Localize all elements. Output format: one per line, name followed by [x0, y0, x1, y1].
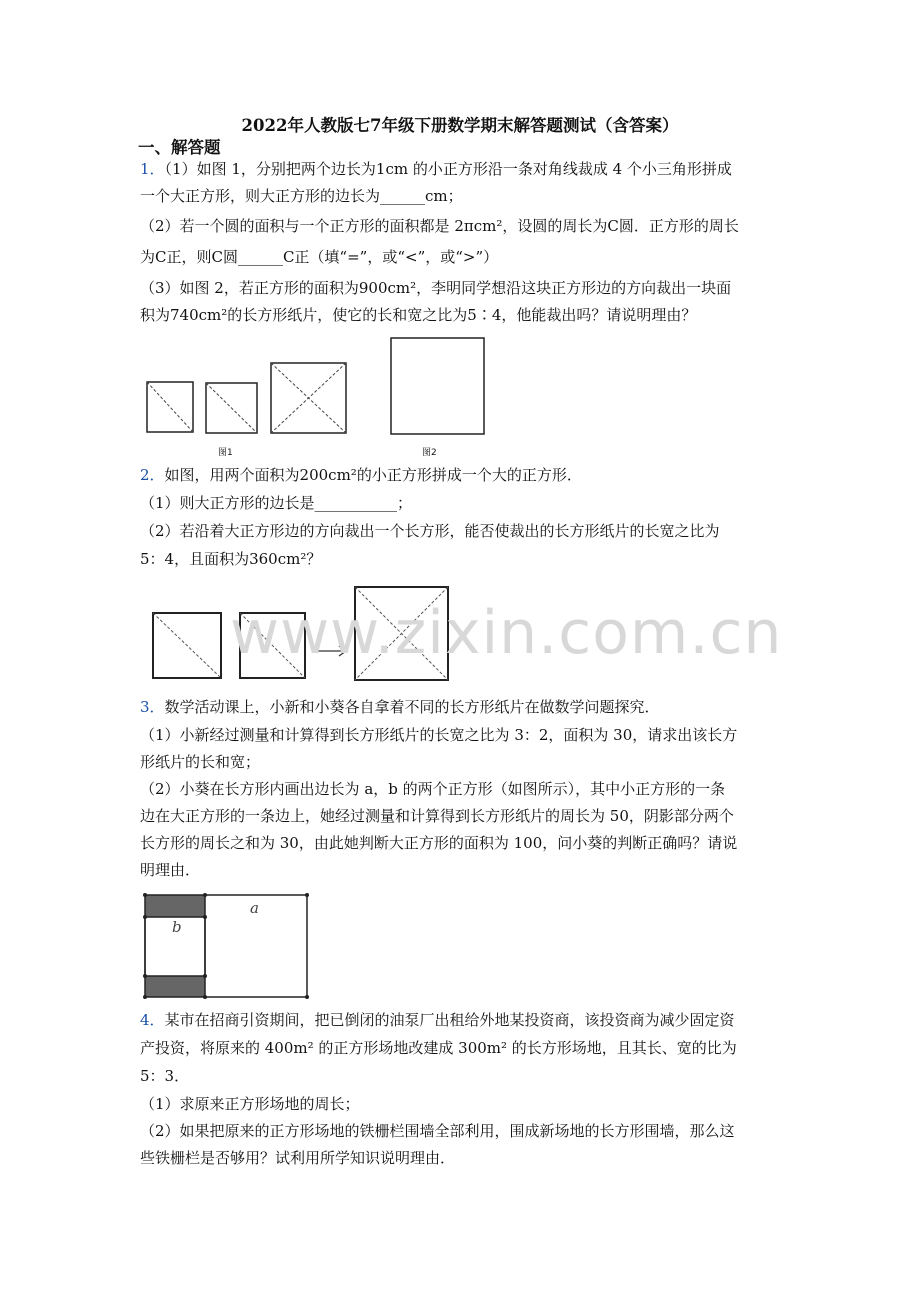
- q3-line-2: （1）小新经过测量和计算得到长方形纸片的长宽之比为 3：2，面积为 30，请求出该长方: [140, 726, 738, 744]
- q3-line-3: 形纸片的长和宽；: [140, 753, 261, 771]
- q2-line-2: （1）则大正方形的边长是___________；: [140, 494, 413, 512]
- q1-line-3: （2）若一个圆的面积与一个正方形的面积都是 2πcm²，设圆的周长为C圆．正方形的周长: [140, 217, 739, 235]
- q3-line-1: 3．数学活动课上，小新和小葵各自拿着不同的长方形纸片在做数学问题探究．: [140, 698, 660, 716]
- q3-line-4: （2）小葵在长方形内画出边长为 a，b 的两个正方形（如图所示），其中小正方形的一条: [140, 780, 726, 798]
- page-title: 2022年人教版七7年级下册数学期末解答题测试（含答案）: [241, 116, 679, 135]
- q4-line-3: 5：3．: [140, 1067, 190, 1085]
- q4-line-5: （2）如果把原来的正方形场地的铁栅栏围墙全部利用，围成新场地的长方形围墙，那么这: [140, 1122, 735, 1140]
- q4-line-6: 些铁栅栏是否够用？试利用所学知识说明理由．: [140, 1149, 456, 1167]
- watermark: www.zixin.com.cn: [230, 598, 783, 668]
- q1-line-1: 1．（1）如图 1，分别把两个边长为1cm 的小正方形沿一条对角线裁成 4 个小三角形拼成: [140, 160, 732, 178]
- q4-line-4: （1）求原来正方形场地的周长；: [140, 1095, 360, 1113]
- shaded-rect-bottom: [145, 976, 205, 997]
- q4-line-1: 4．某市在招商引资期间，把已倒闭的油泵厂出租给外地某投资商，该投资商为减少固定资: [140, 1011, 735, 1029]
- q1-line-6: 积为740cm²的长方形纸片，使它的长和宽之比为5∶4，他能裁出吗？请说明理由？: [140, 306, 697, 324]
- q3-number: 3．: [140, 698, 165, 716]
- q1-line-4: 为C正，则C圆______C正（填“=”，或“<”，或“>”）: [140, 248, 499, 266]
- q1-line-5: （3）如图 2，若正方形的面积为900cm²，李明同学想沿这块正方形边的方向裁出一块面: [140, 279, 732, 297]
- fig2-label: 图2: [422, 448, 437, 458]
- section-heading: 一、解答题: [138, 138, 221, 157]
- label-b: b: [172, 918, 182, 936]
- fig1-label: 图1: [218, 448, 233, 458]
- q2-line-4: 5：4，且面积为360cm²？: [140, 550, 322, 568]
- label-a: a: [250, 899, 259, 917]
- q1-line-2: 一个大正方形，则大正方形的边长为______cm；: [140, 187, 463, 205]
- q2-line-3: （2）若沿着大正方形边的方向裁出一个长方形，能否使裁出的长方形纸片的长宽之比为: [140, 522, 720, 540]
- q3-line-6: 长方形的周长之和为 30，由此她判断大正方形的面积为 100，问小葵的判断正确吗？请说: [140, 834, 738, 852]
- q3-line-5: 边在大正方形的一条边上，她经过测量和计算得到长方形纸片的周长为 50，阴影部分两个: [140, 807, 734, 825]
- q2-number: 2．: [140, 466, 165, 484]
- fig2-square: [391, 338, 484, 434]
- q4-line-2: 产投资，将原来的 400m² 的正方形场地改建成 300m² 的长方形场地，且其长、宽的比为: [140, 1039, 737, 1057]
- q3-figure: [140, 888, 320, 1003]
- q1-figure: [140, 330, 500, 460]
- q4-number: 4．: [140, 1011, 165, 1029]
- shaded-rect-top: [145, 895, 205, 917]
- q1-number: 1．: [140, 160, 165, 178]
- q3-line-7: 明理由．: [140, 861, 201, 879]
- q2-line-1: 2．如图，用两个面积为200cm²的小正方形拼成一个大的正方形．: [140, 466, 582, 484]
